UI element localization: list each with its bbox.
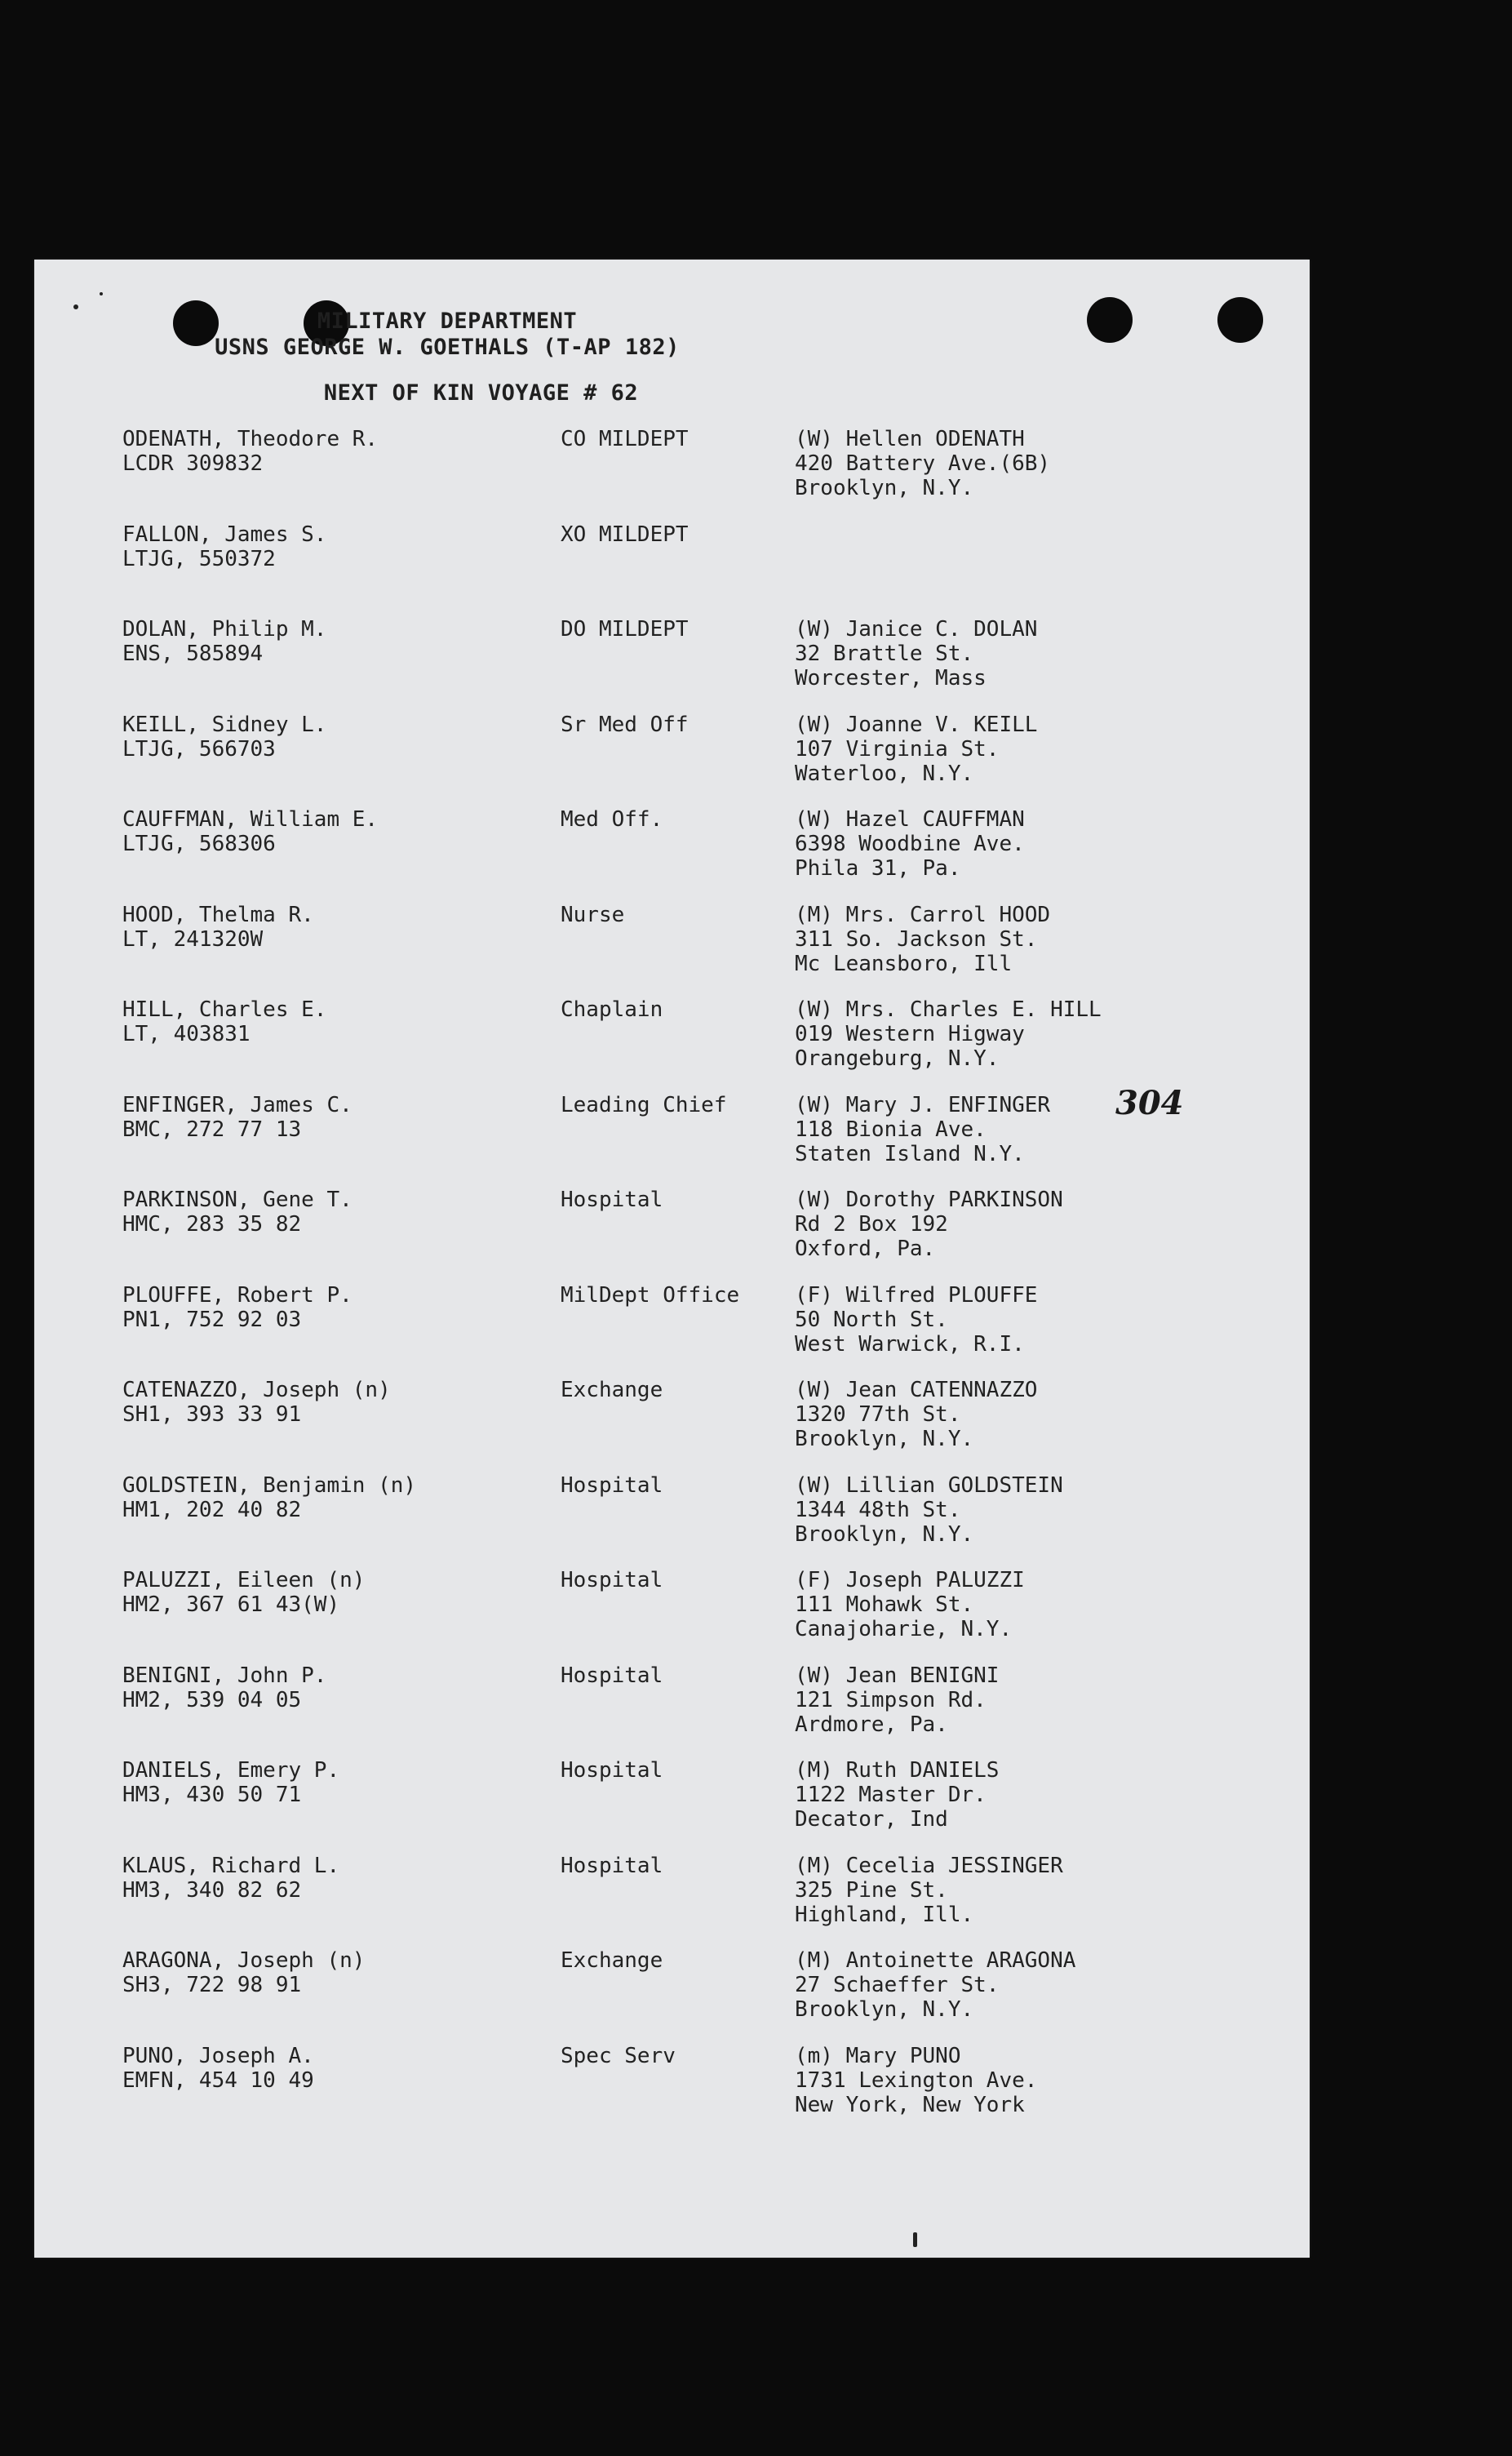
rank-service-number: SH3, 722 98 91 xyxy=(122,1973,302,1997)
personnel-cell xyxy=(122,1188,353,1237)
assignment: Hospital xyxy=(561,1663,663,1688)
assignment: Hospital xyxy=(561,1758,663,1783)
list-item xyxy=(34,1093,1310,1175)
next-of-kin-address xyxy=(795,1378,1037,1451)
rank-service-number: HM1, 202 40 82 xyxy=(122,1497,302,1522)
list-item xyxy=(34,1854,1310,1935)
rank-service-number: LCDR 309832 xyxy=(122,451,264,476)
next-of-kin-address xyxy=(795,1854,1063,1927)
address-line: Oxford, Pa. xyxy=(795,1237,936,1261)
address-line: (W) Mary J. ENFINGER xyxy=(795,1092,1051,1117)
personnel-name: CATENAZZO, Joseph (n) xyxy=(122,1378,391,1402)
personnel-name: FALLON, James S. xyxy=(122,522,327,547)
address-line: (m) Mary PUNO xyxy=(795,2043,961,2068)
personnel-name: DANIELS, Emery P. xyxy=(122,1758,340,1783)
document-page xyxy=(34,260,1310,2258)
address-line: 1344 48th St. xyxy=(795,1497,961,1522)
assignment: Hospital xyxy=(561,1188,663,1212)
next-of-kin-address xyxy=(795,807,1025,881)
next-of-kin-address xyxy=(795,1283,1037,1357)
next-of-kin-address xyxy=(795,903,1050,976)
next-of-kin-address xyxy=(795,1663,999,1737)
personnel-cell xyxy=(122,522,326,571)
address-line: (W) Jean CATENNAZZO xyxy=(795,1378,1038,1402)
next-of-kin-address xyxy=(795,1473,1063,1547)
address-line: Mc Leansboro, Ill xyxy=(795,951,1013,976)
address-line: Orangeburg, N.Y. xyxy=(795,1046,1000,1071)
personnel-cell xyxy=(122,1663,326,1712)
address-line: (W) Dorothy PARKINSON xyxy=(795,1188,1063,1212)
address-line: 107 Virginia St. xyxy=(795,736,1000,762)
rank-service-number: ENS, 585894 xyxy=(122,642,264,666)
address-line: 311 So. Jackson St. xyxy=(795,926,1038,952)
personnel-name: DOLAN, Philip M. xyxy=(122,617,327,642)
address-line: 325 Pine St. xyxy=(795,1877,948,1903)
list-item xyxy=(34,1568,1310,1650)
address-line: Canajoharie, N.Y. xyxy=(795,1617,1013,1641)
rank-service-number: HMC, 283 35 82 xyxy=(122,1212,302,1237)
next-of-kin-address xyxy=(795,1948,1075,2022)
punch-hole xyxy=(1217,297,1263,343)
personnel-cell xyxy=(122,1378,391,1427)
personnel-cell xyxy=(122,903,314,952)
address-line: Worcester, Mass xyxy=(795,666,987,691)
ship-heading: USNS GEORGE W. GOETHALS (T-AP 182) xyxy=(215,335,680,360)
address-line: West Warwick, R.I. xyxy=(795,1331,1025,1357)
punch-hole xyxy=(1087,297,1133,343)
personnel-cell xyxy=(122,1473,416,1522)
personnel-name: HOOD, Thelma R. xyxy=(122,902,314,927)
next-of-kin-address xyxy=(795,1758,999,1832)
next-of-kin-address xyxy=(795,427,1050,500)
next-of-kin-address xyxy=(795,1093,1050,1166)
rank-service-number: HM2, 539 04 05 xyxy=(122,1687,302,1712)
personnel-name: ENFINGER, James C. xyxy=(122,1092,353,1117)
address-line: (M) Antoinette ARAGONA xyxy=(795,1948,1076,1973)
personnel-cell xyxy=(122,997,326,1046)
list-item xyxy=(34,1188,1310,1269)
assignment: Leading Chief xyxy=(561,1092,727,1117)
rank-service-number: LTJG, 566703 xyxy=(122,736,276,762)
rank-service-number: BMC, 272 77 13 xyxy=(122,1117,302,1142)
address-line: Rd 2 Box 192 xyxy=(795,1212,948,1237)
list-item xyxy=(34,997,1310,1079)
list-item xyxy=(34,903,1310,984)
document-title: NEXT OF KIN VOYAGE # 62 xyxy=(323,380,639,406)
rank-service-number: LT, 403831 xyxy=(122,1022,251,1046)
assignment: MilDept Office xyxy=(561,1282,740,1308)
personnel-cell xyxy=(122,1283,353,1332)
next-of-kin-address xyxy=(795,617,1037,691)
personnel-name: PUNO, Joseph A. xyxy=(122,2043,314,2068)
address-line: (W) Hellen ODENATH xyxy=(795,427,1025,451)
address-line: (M) Ruth DANIELS xyxy=(795,1758,1000,1783)
address-line: 420 Battery Ave.(6B) xyxy=(795,451,1051,476)
next-of-kin-address xyxy=(795,713,1037,786)
address-line: 111 Mohawk St. xyxy=(795,1592,974,1617)
rank-service-number: HM3, 340 82 62 xyxy=(122,1877,302,1903)
next-of-kin-address xyxy=(795,1188,1063,1261)
assignment: Spec Serv xyxy=(561,2043,676,2068)
assignment: Nurse xyxy=(561,902,625,927)
department-heading: MILITARY DEPARTMENT xyxy=(317,309,578,334)
address-line: 50 North St. xyxy=(795,1307,948,1332)
rank-service-number: HM2, 367 61 43(W) xyxy=(122,1592,340,1617)
address-line: (W) Mrs. Charles E. HILL xyxy=(795,997,1102,1022)
list-item xyxy=(34,522,1310,604)
address-line: Brooklyn, N.Y. xyxy=(795,1997,974,2022)
list-item xyxy=(34,2044,1310,2125)
assignment: XO MILDEPT xyxy=(561,522,689,547)
personnel-name: PLOUFFE, Robert P. xyxy=(122,1282,353,1308)
personnel-name: KEILL, Sidney L. xyxy=(122,712,327,737)
address-line: New York, New York xyxy=(795,2092,1025,2117)
address-line: Staten Island N.Y. xyxy=(795,1141,1025,1166)
personnel-cell xyxy=(122,2044,314,2093)
rank-service-number: SH1, 393 33 91 xyxy=(122,1402,302,1427)
list-item xyxy=(34,1283,1310,1365)
assignment: Hospital xyxy=(561,1853,663,1878)
list-item xyxy=(34,713,1310,794)
address-line: 27 Schaeffer St. xyxy=(795,1973,1000,1997)
address-line: (W) Hazel CAUFFMAN xyxy=(795,807,1025,832)
address-line: (W) Lillian GOLDSTEIN xyxy=(795,1472,1063,1498)
personnel-cell xyxy=(122,713,326,762)
address-line: 32 Brattle St. xyxy=(795,642,974,666)
address-line: (F) Wilfred PLOUFFE xyxy=(795,1282,1038,1308)
assignment: Med Off. xyxy=(561,807,663,832)
address-line: Brooklyn, N.Y. xyxy=(795,1521,974,1547)
address-line: Decator, Ind xyxy=(795,1807,948,1832)
personnel-name: HILL, Charles E. xyxy=(122,997,327,1022)
assignment: Exchange xyxy=(561,1378,663,1402)
personnel-cell xyxy=(122,1854,339,1903)
address-line: 118 Bionia Ave. xyxy=(795,1117,987,1142)
address-line: (W) Joanne V. KEILL xyxy=(795,712,1038,737)
address-line: Phila 31, Pa. xyxy=(795,856,961,881)
page-number: 304 xyxy=(1115,1084,1184,1122)
next-of-kin-address xyxy=(795,1568,1025,1641)
list-item xyxy=(34,1663,1310,1745)
personnel-cell xyxy=(122,1568,365,1617)
rank-service-number: PN1, 752 92 03 xyxy=(122,1307,302,1332)
personnel-name: CAUFFMAN, William E. xyxy=(122,807,379,832)
address-line: Brooklyn, N.Y. xyxy=(795,1427,974,1451)
personnel-name: GOLDSTEIN, Benjamin (n) xyxy=(122,1472,417,1498)
address-line: (F) Joseph PALUZZI xyxy=(795,1568,1025,1592)
personnel-cell xyxy=(122,1948,365,1997)
personnel-name: ARAGONA, Joseph (n) xyxy=(122,1948,366,1973)
list-item xyxy=(34,427,1310,509)
list-item xyxy=(34,807,1310,889)
address-line: (M) Mrs. Carrol HOOD xyxy=(795,902,1051,927)
assignment: DO MILDEPT xyxy=(561,617,689,642)
rank-service-number: LT, 241320W xyxy=(122,926,264,952)
rank-service-number: LTJG, 568306 xyxy=(122,832,276,856)
assignment: Hospital xyxy=(561,1472,663,1498)
personnel-cell xyxy=(122,617,326,666)
address-line: Highland, Ill. xyxy=(795,1902,974,1927)
personnel-cell xyxy=(122,1093,353,1142)
address-line: 121 Simpson Rd. xyxy=(795,1687,987,1712)
rank-service-number: LTJG, 550372 xyxy=(122,546,276,571)
personnel-name: ODENATH, Theodore R. xyxy=(122,427,379,451)
personnel-name: PARKINSON, Gene T. xyxy=(122,1188,353,1212)
address-line: 019 Western Higway xyxy=(795,1022,1025,1046)
assignment: Exchange xyxy=(561,1948,663,1973)
personnel-cell xyxy=(122,1758,339,1807)
address-line: (W) Janice C. DOLAN xyxy=(795,617,1038,642)
address-line: 1731 Lexington Ave. xyxy=(795,2067,1038,2093)
address-line: (M) Cecelia JESSINGER xyxy=(795,1853,1063,1878)
list-item xyxy=(34,1473,1310,1555)
assignment: Chaplain xyxy=(561,997,663,1022)
address-line: 6398 Woodbine Ave. xyxy=(795,832,1025,856)
assignment: Sr Med Off xyxy=(561,712,689,737)
list-item xyxy=(34,1378,1310,1459)
personnel-name: PALUZZI, Eileen (n) xyxy=(122,1568,366,1592)
address-line: 1122 Master Dr. xyxy=(795,1783,987,1807)
rank-service-number: HM3, 430 50 71 xyxy=(122,1783,302,1807)
next-of-kin-address xyxy=(795,997,1102,1071)
rank-service-number: EMFN, 454 10 49 xyxy=(122,2067,314,2093)
list-item xyxy=(34,1758,1310,1840)
address-line: (W) Jean BENIGNI xyxy=(795,1663,1000,1688)
assignment: Hospital xyxy=(561,1568,663,1592)
address-line: Waterloo, N.Y. xyxy=(795,761,974,786)
personnel-cell xyxy=(122,427,378,476)
personnel-name: KLAUS, Richard L. xyxy=(122,1853,340,1878)
address-line: Ardmore, Pa. xyxy=(795,1712,948,1737)
personnel-cell xyxy=(122,807,378,856)
address-line: 1320 77th St. xyxy=(795,1402,961,1427)
personnel-name: BENIGNI, John P. xyxy=(122,1663,327,1688)
assignment: CO MILDEPT xyxy=(561,427,689,451)
list-item xyxy=(34,1948,1310,2030)
next-of-kin-address xyxy=(795,2044,1037,2117)
address-line: Brooklyn, N.Y. xyxy=(795,476,974,500)
list-item xyxy=(34,617,1310,699)
